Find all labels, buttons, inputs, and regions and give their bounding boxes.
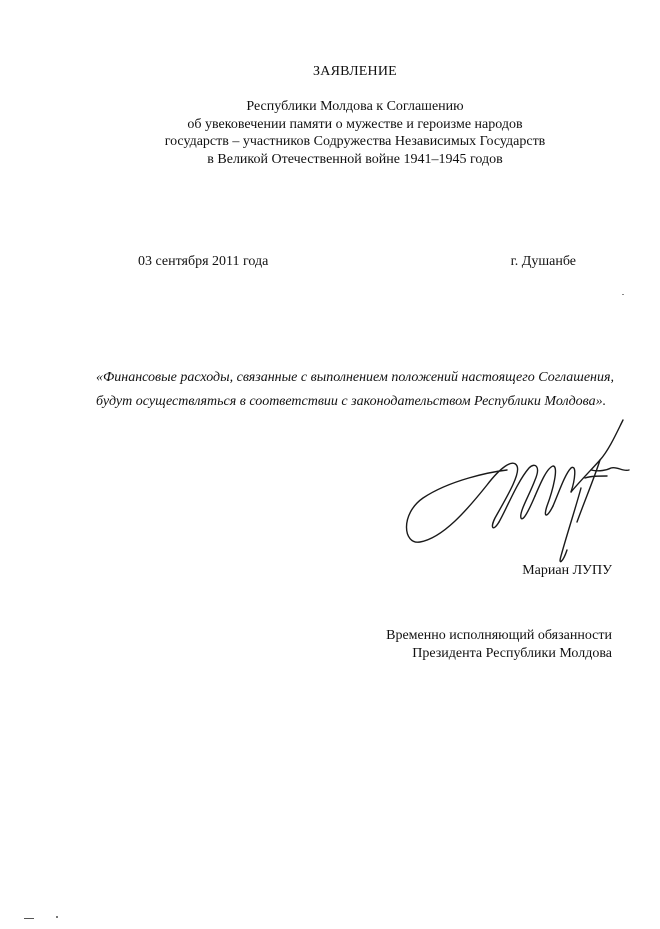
scan-mark	[24, 918, 34, 919]
document-title: ЗАЯВЛЕНИЕ	[313, 64, 397, 79]
statement-text: «Финансовые расходы, связанные с выполнением положений настоящего Соглашения, будут осуществляться в соответствии с законодательством Республики Молдова».	[96, 370, 614, 409]
document-date: 03 сентября 2011 года	[138, 254, 269, 269]
scan-mark	[56, 916, 58, 918]
document-subtitle	[0, 98, 660, 168]
subtitle-line: государств – участников Содружества Независимых Государств	[164, 134, 546, 149]
position-line: Временно исполняющий обязанности	[386, 628, 612, 643]
subtitle-line: Республики Молдова к Соглашению	[246, 99, 464, 114]
handwritten-signature	[395, 410, 635, 570]
position-line: Президента Республики Молдова	[412, 646, 612, 661]
signer-position	[386, 627, 612, 663]
subtitle-line: в Великой Отечественной войне 1941–1945 годов	[207, 151, 503, 167]
subtitle-line: об увековечении памяти о мужестве и героизме народов	[187, 116, 523, 132]
scan-speck	[622, 294, 624, 295]
signer-name: Мариан ЛУПУ	[522, 563, 612, 578]
document-place: г. Душанбе	[510, 254, 576, 269]
